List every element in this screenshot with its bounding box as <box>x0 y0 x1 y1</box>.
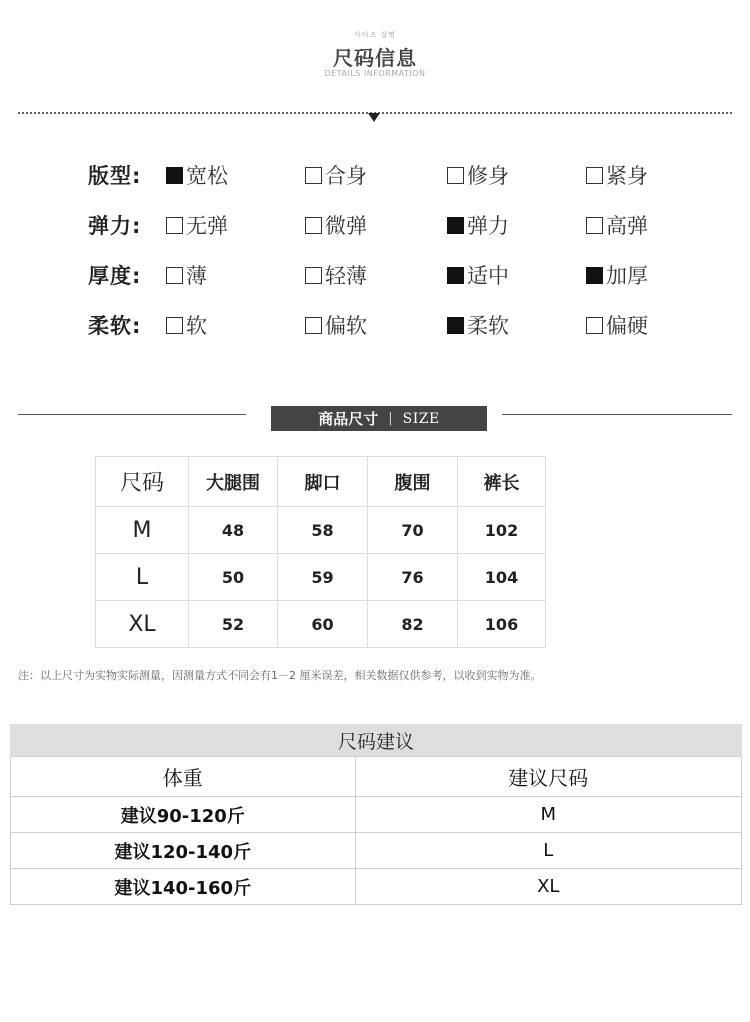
size-banner-cn: 商品尺寸 <box>318 410 379 428</box>
page-subtitle: DETAILS INFORMATION <box>324 69 426 78</box>
property-option-label: 弹力 <box>467 214 509 238</box>
header-cell: 大腿围 <box>189 457 278 507</box>
property-option <box>166 210 228 240</box>
size-cell: L <box>355 833 741 869</box>
property-label: 版型: <box>88 164 142 188</box>
size-cell: XL <box>355 869 741 905</box>
table-cell: L <box>96 554 189 601</box>
property-option-label: 无弹 <box>186 214 228 238</box>
table-cell: 104 <box>458 554 546 601</box>
table-row <box>96 507 546 554</box>
property-label: 柔软: <box>88 314 142 338</box>
size-table-header <box>96 457 546 507</box>
property-label: 弹力: <box>88 214 142 238</box>
table-cell: 102 <box>458 507 546 554</box>
table-row <box>11 797 742 833</box>
header-cell: 尺码 <box>96 457 189 507</box>
checked-box-icon <box>447 217 464 234</box>
property-option-label: 偏软 <box>325 314 367 338</box>
property-option <box>447 210 509 240</box>
table-cell: 76 <box>368 554 458 601</box>
size-table <box>95 456 546 648</box>
property-option <box>166 160 228 190</box>
property-option <box>447 160 509 190</box>
property-option-label: 合身 <box>325 164 367 188</box>
divider-line-left <box>18 414 246 415</box>
unchecked-box-icon <box>447 167 464 184</box>
header-cell: 脚口 <box>278 457 368 507</box>
header-cell: 裤长 <box>458 457 546 507</box>
property-option-label: 微弹 <box>325 214 367 238</box>
table-cell: M <box>96 507 189 554</box>
table-cell: 58 <box>278 507 368 554</box>
weight-cell: 建议90-120斤 <box>11 797 356 833</box>
unchecked-box-icon <box>305 217 322 234</box>
property-option <box>586 210 648 240</box>
size-banner-en: SIZE <box>402 410 440 427</box>
property-option <box>305 260 367 290</box>
table-cell: 82 <box>368 601 458 648</box>
table-cell: 60 <box>278 601 368 648</box>
checked-box-icon <box>586 267 603 284</box>
unchecked-box-icon <box>586 317 603 334</box>
property-option <box>166 310 207 340</box>
property-option-label: 宽松 <box>186 164 228 188</box>
table-row <box>96 554 546 601</box>
size-banner <box>271 406 487 431</box>
property-option <box>447 310 509 340</box>
checked-box-icon <box>447 317 464 334</box>
property-option-label: 紧身 <box>606 164 648 188</box>
header-cell: 腹围 <box>368 457 458 507</box>
recommendation-table <box>10 756 742 905</box>
property-option <box>305 210 367 240</box>
property-option <box>305 160 367 190</box>
property-option-label: 薄 <box>186 264 207 288</box>
table-cell: 48 <box>189 507 278 554</box>
property-option <box>586 160 648 190</box>
arrow-down-icon <box>368 113 380 122</box>
property-option-label: 轻薄 <box>325 264 367 288</box>
property-row <box>88 160 688 190</box>
table-cell: XL <box>96 601 189 648</box>
unchecked-box-icon <box>166 317 183 334</box>
property-row <box>88 210 688 240</box>
table-cell: 59 <box>278 554 368 601</box>
divider-line-right <box>502 414 732 415</box>
property-option-label: 柔软 <box>467 314 509 338</box>
unchecked-box-icon <box>166 267 183 284</box>
property-option-label: 适中 <box>467 264 509 288</box>
checked-box-icon <box>166 167 183 184</box>
measurement-note: 注：以上尺寸为实物实际测量，因测量方式不同会有1－2 厘米误差，相关数据仅供参考，以收到实物为准。 <box>18 669 542 682</box>
recommendation-title: 尺码建议 <box>10 724 742 756</box>
property-option-label: 高弹 <box>606 214 648 238</box>
page-title: 尺码信息 <box>333 46 417 70</box>
property-option <box>586 260 648 290</box>
weight-cell: 建议120-140斤 <box>11 833 356 869</box>
table-row <box>11 869 742 905</box>
unchecked-box-icon <box>305 317 322 334</box>
property-label: 厚度: <box>88 264 142 288</box>
property-option <box>586 310 648 340</box>
property-row <box>88 310 688 340</box>
table-cell: 52 <box>189 601 278 648</box>
table-cell: 106 <box>458 601 546 648</box>
property-row <box>88 260 688 290</box>
unchecked-box-icon <box>166 217 183 234</box>
property-option-label: 偏硬 <box>606 314 648 338</box>
property-option <box>447 260 509 290</box>
property-option-label: 加厚 <box>606 264 648 288</box>
checked-box-icon <box>447 267 464 284</box>
table-row <box>11 833 742 869</box>
weight-cell: 建议140-160斤 <box>11 869 356 905</box>
property-option <box>305 310 367 340</box>
table-row <box>96 601 546 648</box>
property-option-label: 软 <box>186 314 207 338</box>
property-option <box>166 260 207 290</box>
unchecked-box-icon <box>305 267 322 284</box>
header-cell: 体重 <box>11 757 356 797</box>
table-cell: 70 <box>368 507 458 554</box>
size-cell: M <box>355 797 741 833</box>
property-option-label: 修身 <box>467 164 509 188</box>
unchecked-box-icon <box>586 167 603 184</box>
recommendation-header <box>11 757 742 797</box>
size-banner-separator: | <box>388 411 393 426</box>
table-cell: 50 <box>189 554 278 601</box>
header-cell: 建议尺码 <box>355 757 741 797</box>
unchecked-box-icon <box>305 167 322 184</box>
unchecked-box-icon <box>586 217 603 234</box>
header-small-text: 사이즈 설명 <box>353 31 397 39</box>
